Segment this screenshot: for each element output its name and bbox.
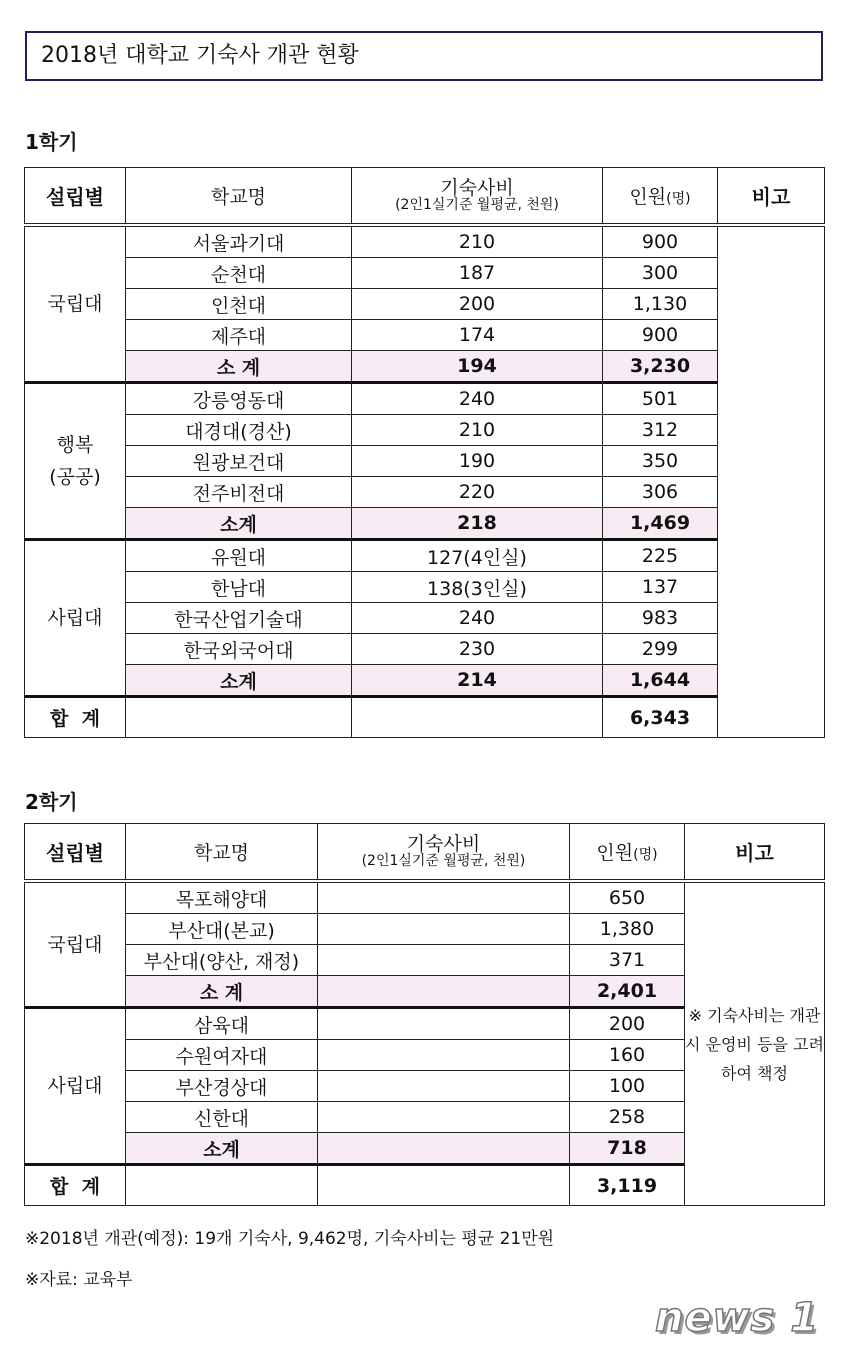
header-type: 설립별: [25, 168, 126, 226]
people-cell: 300: [603, 258, 718, 289]
header-row: [25, 168, 825, 226]
page-title: 2018년 대학교 기숙사 개관 현황: [25, 31, 823, 81]
school-name: 순천대: [126, 258, 352, 289]
section-title-sem1: 1학기: [25, 130, 78, 154]
total-fee: [318, 1165, 570, 1206]
people-cell: 900: [603, 320, 718, 351]
header-fee-label: 기숙사비: [406, 833, 481, 855]
subtotal-fee: 218: [352, 508, 603, 540]
people-cell: 225: [603, 540, 718, 572]
header-people-label: 인원: [629, 186, 667, 208]
table-row: [25, 477, 825, 508]
subtotal-people: 3,230: [603, 351, 718, 383]
people-cell: 312: [603, 415, 718, 446]
subtotal-label: 소 계: [126, 976, 318, 1008]
group-label: [25, 881, 126, 1008]
school-name: 한국산업기술대: [126, 603, 352, 634]
header-type: 설립별: [25, 824, 126, 882]
subtotal-people: 718: [570, 1133, 685, 1165]
table-row: [25, 258, 825, 289]
school-name: 삼육대: [126, 1008, 318, 1040]
people-cell: 650: [570, 881, 685, 914]
subtotal-row: [25, 508, 825, 540]
table-row: [25, 603, 825, 634]
school-name: 한국외국어대: [126, 634, 352, 665]
school-name: 대경대(경산): [126, 415, 352, 446]
subtotal-people: 1,469: [603, 508, 718, 540]
section-title-sem2: 2학기: [25, 790, 78, 814]
subtotal-fee: [318, 976, 570, 1008]
group-label-line: 국립대: [47, 293, 103, 315]
table-row: [25, 320, 825, 351]
header-note: 비고: [685, 824, 825, 882]
header-row: [25, 824, 825, 882]
people-cell: 160: [570, 1040, 685, 1071]
subtotal-row: [25, 665, 825, 697]
school-name: 서울과기대: [126, 225, 352, 258]
table-row: [25, 289, 825, 320]
people-cell: 501: [603, 383, 718, 415]
fee-cell: [318, 881, 570, 914]
total-blank: [126, 697, 352, 738]
header-people-label: 인원: [596, 842, 634, 864]
fee-cell: [318, 1040, 570, 1071]
table-row: [25, 634, 825, 665]
total-label: 합 계: [25, 1165, 126, 1206]
subtotal-people: 1,644: [603, 665, 718, 697]
header-fee: [352, 168, 603, 226]
fee-cell: 127(4인실): [352, 540, 603, 572]
header-people-unit: (명): [666, 191, 691, 207]
header-note: 비고: [718, 168, 825, 226]
subtotal-fee: 194: [352, 351, 603, 383]
school-name: 한남대: [126, 572, 352, 603]
fee-cell: [318, 1008, 570, 1040]
group-label-line: 국립대: [47, 933, 103, 956]
fee-cell: 187: [352, 258, 603, 289]
school-name: 유원대: [126, 540, 352, 572]
subtotal-label: 소계: [126, 1133, 318, 1165]
people-cell: 137: [603, 572, 718, 603]
table-sem1: [24, 167, 825, 738]
news1-logo: news 1: [655, 1295, 820, 1341]
total-row: [25, 697, 825, 738]
total-blank: [126, 1165, 318, 1206]
people-cell: 350: [603, 446, 718, 477]
fee-cell: 230: [352, 634, 603, 665]
people-cell: 983: [603, 603, 718, 634]
group-label: [25, 383, 126, 540]
group-label: [25, 540, 126, 697]
people-cell: 299: [603, 634, 718, 665]
school-name: 부산경상대: [126, 1071, 318, 1102]
fee-cell: 210: [352, 225, 603, 258]
group-label: [25, 1008, 126, 1165]
fee-cell: 210: [352, 415, 603, 446]
header-people-unit: (명): [633, 847, 658, 863]
header-people: [570, 824, 685, 882]
school-name: 부산대(본교): [126, 914, 318, 945]
school-name: 강릉영동대: [126, 383, 352, 415]
people-cell: 1,380: [570, 914, 685, 945]
fee-cell: 174: [352, 320, 603, 351]
group-label-line: 사립대: [47, 1075, 103, 1097]
fee-cell: [318, 1102, 570, 1133]
table-row: [25, 446, 825, 477]
fee-cell: [318, 1071, 570, 1102]
school-name: 부산대(양산, 재정): [126, 945, 318, 976]
table-row: [25, 225, 825, 258]
header-school: 학교명: [126, 168, 352, 226]
school-name: 제주대: [126, 320, 352, 351]
fee-cell: [318, 914, 570, 945]
subtotal-label: 소계: [126, 508, 352, 540]
table-row: [25, 415, 825, 446]
school-name: 수원여자대: [126, 1040, 318, 1071]
subtotal-row: [25, 351, 825, 383]
header-fee: [318, 824, 570, 882]
fee-cell: 138(3인실): [352, 572, 603, 603]
people-cell: 371: [570, 945, 685, 976]
group-label: [25, 225, 126, 383]
subtotal-label: 소 계: [126, 351, 352, 383]
people-cell: 200: [570, 1008, 685, 1040]
table-sem2: [24, 823, 825, 1206]
school-name: 신한대: [126, 1102, 318, 1133]
school-name: 전주비전대: [126, 477, 352, 508]
group-label-line: 사립대: [47, 607, 103, 629]
subtotal-fee: 214: [352, 665, 603, 697]
footnote-summary: ※2018년 개관(예정): 19개 기숙사, 9,462명, 기숙사비는 평균 21만원: [25, 1229, 555, 1249]
subtotal-label: 소계: [126, 665, 352, 697]
people-cell: 100: [570, 1071, 685, 1102]
people-cell: 1,130: [603, 289, 718, 320]
fee-cell: 240: [352, 383, 603, 415]
fee-cell: 240: [352, 603, 603, 634]
footnote-source: ※자료: 교육부: [25, 1270, 133, 1290]
total-people: 6,343: [603, 697, 718, 738]
header-fee-sub: (2인1실기준 월평균, 천원): [395, 197, 559, 213]
fee-cell: 190: [352, 446, 603, 477]
note-cell: ※ 기숙사비는 개관 시 운영비 등을 고려하여 책정: [685, 881, 825, 1206]
fee-cell: [318, 945, 570, 976]
header-people: [603, 168, 718, 226]
table-row: [25, 881, 825, 914]
note-cell: [718, 225, 825, 738]
people-cell: 900: [603, 225, 718, 258]
group-label-line: (공공): [49, 466, 101, 488]
total-fee: [352, 697, 603, 738]
subtotal-people: 2,401: [570, 976, 685, 1008]
header-fee-sub: (2인1실기준 월평균, 천원): [361, 853, 526, 869]
people-cell: 258: [570, 1102, 685, 1133]
school-name: 목포해양대: [126, 881, 318, 914]
table-row: [25, 383, 825, 415]
subtotal-fee: [318, 1133, 570, 1165]
school-name: 인천대: [126, 289, 352, 320]
school-name: 원광보건대: [126, 446, 352, 477]
fee-cell: 220: [352, 477, 603, 508]
fee-cell: 200: [352, 289, 603, 320]
total-label: 합 계: [25, 697, 126, 738]
table-row: [25, 572, 825, 603]
people-cell: 306: [603, 477, 718, 508]
header-school: 학교명: [126, 824, 318, 882]
header-fee-label: 기숙사비: [440, 177, 514, 199]
total-people: 3,119: [570, 1165, 685, 1206]
group-label-line: 행복: [56, 434, 94, 456]
table-row: [25, 540, 825, 572]
